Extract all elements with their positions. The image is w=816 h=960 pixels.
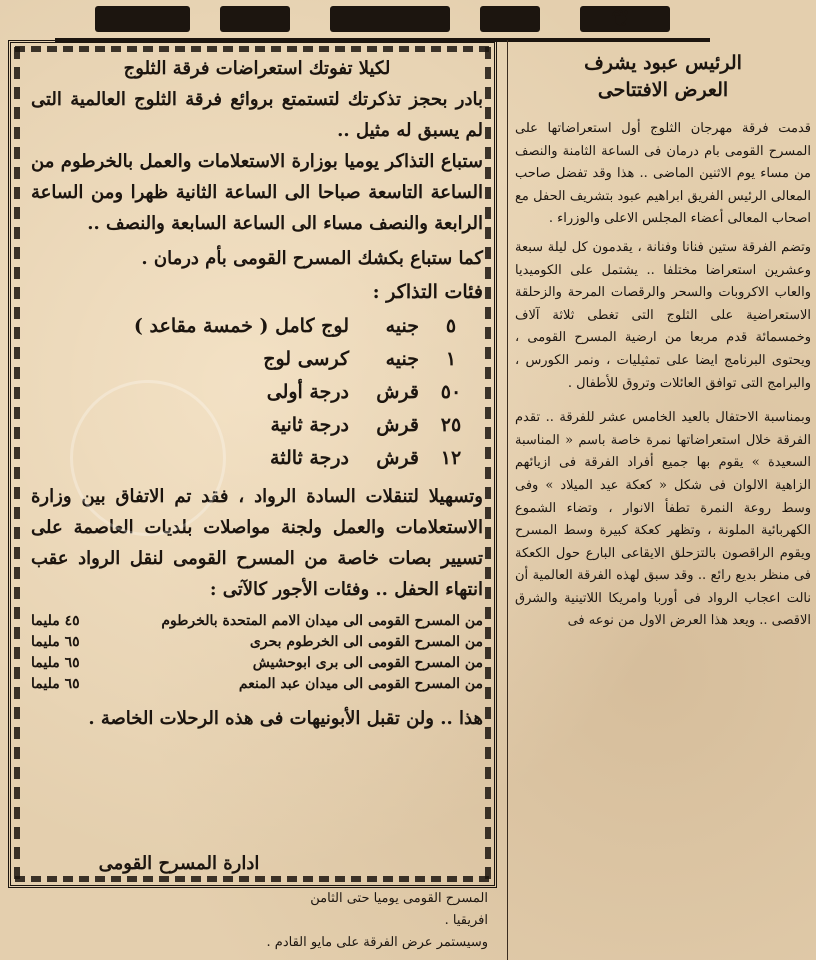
route-name: من المسرح القومى الى ميدان عبد المنعم [238,676,483,692]
border-ornament [15,46,490,52]
route-row [31,674,483,695]
fee-currency: قرش [376,447,419,469]
fee-currency: جنيه [385,315,419,337]
fee-amount: ١ [445,348,457,370]
fee-amount: ٢٥ [440,414,462,436]
fee-label: لوج كامل ( خمسة مقاعد ) [133,315,349,337]
border-ornament [485,47,491,881]
fee-currency: جنيه [385,348,419,370]
fees-heading: فئات التذاكر : [372,281,483,303]
ad-signature: ادارة المسرح القومى [98,853,260,874]
fee-row [31,343,483,376]
continuation-line: افريقيا . [444,913,488,928]
article-headline: الرئيس عبود يشرف العرض الافتتاحى [584,52,742,101]
watermark-seal [70,380,226,536]
fee-currency: قرش [376,414,419,436]
ad-title: لكيلا تفوتك استعراضات فرقة الثلوج [123,58,391,79]
advertisement-content [31,53,483,734]
route-name: من المسرح القومى الى ميدان الامم المتحدة بالخرطوم [161,613,483,629]
fee-label: درجة أولى [266,381,349,403]
continuation-line: وسيستمر عرض الفرقة على مايو القادم . [266,935,488,950]
fee-label: كرسى لوج [263,348,349,370]
fee-amount: ٥ [445,315,457,337]
ad-line: كما ستباع بكشك المسرح القومى بأم درمان . [141,248,483,269]
article-paragraph: قدمت فرقة مهرجان الثلوج أول استعراضاتها على المسرح القومى بام درمان فى الساعة الثامنة والنصف من مساء يوم الاثنين الماضى .. هذا وقد تفضل صاحب المعالى الرئيس الفريق ابراهيم عبود بتشريف الحفل مع اصحاب المعالى أعضاء المجلس الاعلى والوزراء . [515,121,811,227]
article-column [515,42,811,960]
route-row [31,632,483,653]
continuation-text [8,888,502,954]
route-price: ٤٥ مليما [31,613,80,629]
masthead-fragment [55,0,710,42]
transport-text: وتسهيلا لتنقلات السادة الرواد ، فقد تم الاتفاق بين وزارة الاستعلامات والعمل ولجنة مواصلات بلديات العاصمة على تسيير بصات خاصة من المسرح القومى لنقل الرواد عقب انتهاء الحفل .. وفئات الأجور كالآتى : [31,486,483,600]
route-name: من المسرح القومى الى الخرطوم بحرى [249,634,483,650]
continuation-line: المسرح القومى يوميا حتى الثامن [310,891,488,906]
route-price: ٦٥ مليما [31,634,80,650]
border-ornament [14,47,20,881]
route-list [31,611,483,695]
fee-amount: ٥٠ [440,381,462,403]
decorative-glyph: ❦ [611,6,630,32]
article-paragraph: وتضم الفرقة ستين فنانا وفنانة ، يقدمون كل ليلة سبعة وعشرين استعراضا مختلفا .. يشتمل على الكوميديا والعاب الاكروبات والسحر والرقصات المرحة والزحلقة الاستعراضية على الثلوج التى تغطى ثلاثة آلاف وخمسمائة قدم مربعا من ارضية المسرح القومى ، ويحتوى البرنامج ايضا على تمثيليات ، ونمر الكورس ، والبرامج التى توافق العائلات وتروق للأطفال . [515,239,811,391]
fee-currency: قرش [376,381,419,403]
route-name: من المسرح القومى الى برى ابوحشيش [252,655,483,671]
fee-label: درجة ثانية [270,414,349,436]
fee-amount: ١٢ [440,447,462,469]
fee-row [31,310,483,343]
route-row [31,653,483,674]
ad-line: بادر بحجز تذكرتك لتستمتع بروائع فرقة الثلوج العالمية التى لم يسبق له مثيل .. [31,89,483,141]
route-price: ٦٥ مليما [31,676,80,692]
border-ornament [15,876,490,882]
article-paragraph: وبمناسبة الاحتفال بالعيد الخامس عشر للفرقة .. تقدم الفرقة خلال استعراضاتها نمرة خاصة باسم « المناسبة السعيدة » يقوم بها جميع أفراد الفرقة فى ازيائهم الزاهية الالوان فى شكل « كعكة عيد الميلاد » وفى وسط روعة النمرة تطفأ الانوار ، وتضاء الشموع الكهربائية الملونة ، وتظهر كعكة كبيرة وسط المسرح ويقوم الراقصون بالتزحلق الايقاعى البارع حول الكعكة فى منظر بديع رائع .. وقد سبق لهذه الفرقة العالمية أن نالت اعجاب الرواد فى أوربا وامريكا اللاتينية والشرق الاقصى .. ويعد هذا العرض الاول من نوعه فى [515,410,811,629]
ad-closing: هذا .. ولن تقبل الأبونيهات فى هذه الرحلات الخاصة . [88,708,483,729]
column-rule [507,40,508,960]
route-price: ٦٥ مليما [31,655,80,671]
ad-line: ستباع التذاكر يوميا بوزارة الاستعلامات والعمل بالخرطوم من الساعة التاسعة صباحا الى الساعة الثانية ظهرا ومن الساعة الرابعة والنصف مساء الى الساعة السابعة والنصف .. [31,151,483,234]
fee-label: درجة ثالثة [270,447,349,469]
route-row [31,611,483,632]
